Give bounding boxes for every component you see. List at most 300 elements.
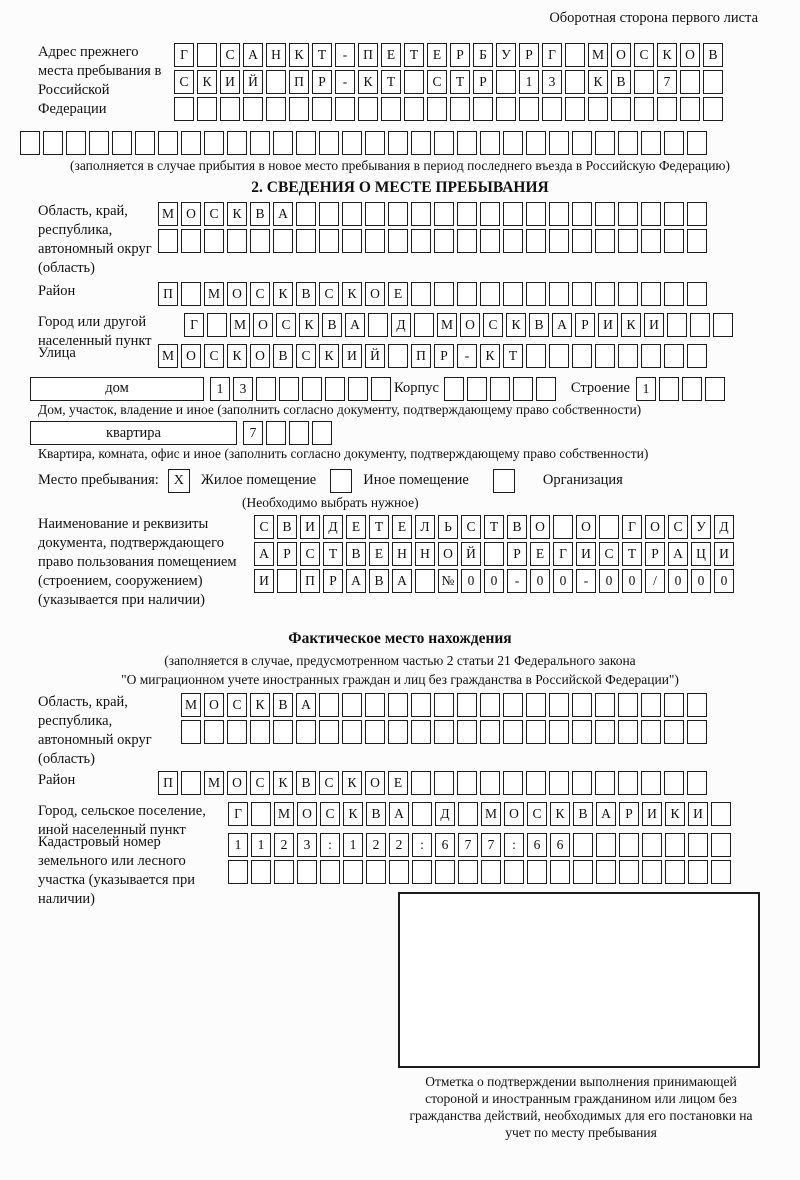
char-cell [434,131,454,155]
char-cell [618,693,638,717]
char-cell: Т [381,70,401,94]
char-cell [296,720,316,744]
char-cell: Г [622,515,642,539]
char-cell: Т [369,515,389,539]
korpus-cells [444,377,559,401]
char-cell: С [483,313,503,337]
char-cell: Т [323,542,343,566]
char-cell: Т [484,515,504,539]
char-cell [366,860,386,884]
char-cell [641,202,661,226]
char-cell: В [296,282,316,306]
char-cell: О [365,282,385,306]
char-cell [664,131,684,155]
char-cell: М [204,771,224,795]
char-cell: С [227,693,247,717]
char-cell: В [611,70,631,94]
char-cell: 6 [435,833,455,857]
char-cell: В [369,569,389,593]
char-cell [599,515,619,539]
char-cell: Р [473,70,493,94]
char-cell: Т [312,43,332,67]
char-cell [480,720,500,744]
char-cell [641,344,661,368]
char-cell: К [343,802,363,826]
char-cell: Р [575,313,595,337]
char-cell: К [299,313,319,337]
char-cell: Б [473,43,493,67]
char-cell [572,229,592,253]
char-cell [664,344,684,368]
prev-address-row-1 [174,43,726,67]
char-cell [688,860,708,884]
char-cell: 7 [458,833,478,857]
char-cell: И [342,344,362,368]
char-cell [297,860,317,884]
char-cell: - [507,569,527,593]
char-cell [618,282,638,306]
char-cell: А [346,569,366,593]
char-cell [619,860,639,884]
char-cell: К [358,70,378,94]
char-cell [634,97,654,121]
char-cell [611,97,631,121]
char-cell: : [320,833,340,857]
char-cell: Р [619,802,639,826]
char-cell [703,97,723,121]
char-cell: 1 [210,377,230,401]
char-cell [664,202,684,226]
char-cell [411,229,431,253]
char-cell [572,202,592,226]
char-cell: - [335,43,355,67]
char-cell [365,131,385,155]
stamp-box [398,892,760,1068]
char-cell [135,131,155,155]
char-cell: М [181,693,201,717]
char-cell [680,70,700,94]
char-cell [596,860,616,884]
char-cell: С [319,282,339,306]
char-cell: О [438,542,458,566]
char-cell [458,802,478,826]
char-cell [641,229,661,253]
char-cell: П [158,771,178,795]
char-cell [513,377,533,401]
char-cell [335,97,355,121]
district-actual-label: Район [38,772,76,788]
char-cell [490,377,510,401]
char-cell [634,70,654,94]
char-cell: О [680,43,700,67]
char-cell: 0 [599,569,619,593]
char-cell [427,97,447,121]
char-cell: С [599,542,619,566]
char-cell: Р [519,43,539,67]
char-cell: О [297,802,317,826]
char-cell: О [611,43,631,67]
char-cell [565,43,585,67]
char-cell [266,70,286,94]
stay-type-row [20,468,780,493]
char-cell [266,421,286,445]
field-region [20,202,780,276]
char-cell: 7 [657,70,677,94]
char-cell [435,860,455,884]
char-cell [526,229,546,253]
char-cell [526,771,546,795]
char-cell [415,569,435,593]
char-cell [411,771,431,795]
char-cell [549,229,569,253]
char-cell: К [588,70,608,94]
char-cell [414,313,434,337]
char-cell: О [576,515,596,539]
char-cell [536,377,556,401]
char-cell [228,860,248,884]
char-cell [595,229,615,253]
field-city-actual [20,802,780,838]
char-cell [690,313,710,337]
char-cell [703,70,723,94]
char-cell [687,720,707,744]
char-cell: С [250,771,270,795]
char-cell: К [342,771,362,795]
char-cell: К [480,344,500,368]
char-cell [43,131,63,155]
char-cell: Е [427,43,447,67]
char-cell [365,229,385,253]
char-cell [618,720,638,744]
char-cell: Й [243,70,263,94]
char-cell [549,771,569,795]
char-cell: О [181,202,201,226]
char-cell: Т [503,344,523,368]
char-cell: О [365,771,385,795]
char-cell [434,720,454,744]
char-cell [181,720,201,744]
char-cell: 0 [714,569,734,593]
char-cell [181,131,201,155]
char-cell: М [274,802,294,826]
char-cell [682,377,702,401]
char-cell [434,202,454,226]
house-row [20,376,780,401]
char-cell [227,229,247,253]
char-cell: Д [435,802,455,826]
char-cell: О [253,313,273,337]
char-cell: С [300,542,320,566]
char-cell [251,860,271,884]
checkbox-organization [493,469,515,493]
char-cell: И [254,569,274,593]
char-cell: И [598,313,618,337]
char-cell [312,97,332,121]
char-cell [296,131,316,155]
char-cell [342,693,362,717]
char-cell [595,131,615,155]
house-note: Дом, участок, владение и иное (заполнить согласно документу, подтверждающему право собственности) [38,402,642,417]
char-cell [641,693,661,717]
char-cell: К [506,313,526,337]
char-cell [434,771,454,795]
char-cell [664,771,684,795]
char-cell: Г [174,43,194,67]
char-cell: М [481,802,501,826]
char-cell [565,97,585,121]
char-cell: К [197,70,217,94]
char-cell: О [250,344,270,368]
char-cell [434,229,454,253]
field-region-actual [20,693,780,767]
char-cell [667,313,687,337]
char-cell: А [254,542,274,566]
char-cell: 2 [366,833,386,857]
char-cell [642,860,662,884]
char-cell: А [392,569,412,593]
char-cell [549,693,569,717]
char-cell: К [227,344,247,368]
korpus-label: Корпус [394,380,439,396]
char-cell: О [204,693,224,717]
char-cell: Й [461,542,481,566]
char-cell [348,377,368,401]
char-cell [473,97,493,121]
char-cell [595,693,615,717]
char-cell [457,282,477,306]
char-cell [641,131,661,155]
char-cell: К [342,282,362,306]
char-cell [595,202,615,226]
city-actual-label: Город, сельское поселение, иной населенный пункт [38,803,206,838]
char-cell: С [427,70,447,94]
char-cell: - [335,70,355,94]
char-cell [457,720,477,744]
char-cell: В [703,43,723,67]
apartment-cells [243,421,335,445]
char-cell: К [621,313,641,337]
char-cell: О [181,344,201,368]
char-cell: 1 [251,833,271,857]
char-cell: О [504,802,524,826]
char-cell [319,131,339,155]
char-cell [277,569,297,593]
char-cell: Н [266,43,286,67]
char-cell [227,720,247,744]
char-cell [572,131,592,155]
cadastral-label: Кадастровый номер земельного или лесного участка (указывается при наличии) [38,834,195,907]
char-cell [664,282,684,306]
char-cell [174,97,194,121]
char-cell [484,542,504,566]
char-cell [711,802,731,826]
char-cell: : [504,833,524,857]
section2-title: 2. СВЕДЕНИЯ О МЕСТЕ ПРЕБЫВАНИЯ [251,179,549,196]
char-cell: Р [277,542,297,566]
char-cell: 3 [297,833,317,857]
char-cell [619,833,639,857]
char-cell: К [227,202,247,226]
char-cell: О [645,515,665,539]
house-cells [210,377,394,401]
stamp-area [398,892,764,1141]
char-cell: С [276,313,296,337]
char-cell: В [296,771,316,795]
char-cell: М [204,282,224,306]
char-cell [467,377,487,401]
char-cell: В [277,515,297,539]
char-cell: Г [184,313,204,337]
char-cell: 3 [233,377,253,401]
char-cell: С [220,43,240,67]
char-cell [458,860,478,884]
char-cell: С [527,802,547,826]
char-cell [279,377,299,401]
city-row [184,313,736,337]
char-cell: 0 [691,569,711,593]
char-cell [687,282,707,306]
char-cell [526,693,546,717]
char-cell [411,720,431,744]
char-cell [519,97,539,121]
char-cell [388,202,408,226]
char-cell [411,693,431,717]
char-cell: - [576,569,596,593]
char-cell [595,720,615,744]
char-cell [388,344,408,368]
char-cell: Е [369,542,389,566]
char-cell [389,860,409,884]
document-row-3 [254,569,737,593]
char-cell [365,720,385,744]
char-cell: А [389,802,409,826]
char-cell [618,229,638,253]
char-cell: А [596,802,616,826]
char-cell [381,97,401,121]
char-cell [388,229,408,253]
char-cell: Е [346,515,366,539]
char-cell [642,833,662,857]
char-cell: М [158,344,178,368]
char-cell [457,229,477,253]
house-box-label: дом [30,377,204,401]
char-cell: А [273,202,293,226]
street-row [158,344,710,368]
char-cell [250,720,270,744]
char-cell: 1 [228,833,248,857]
char-cell [641,282,661,306]
char-cell: 3 [542,70,562,94]
option-organization-label: Организация [542,472,623,488]
char-cell [273,229,293,253]
char-cell [411,202,431,226]
char-cell [664,229,684,253]
char-cell [687,229,707,253]
char-cell [572,344,592,368]
char-cell [457,693,477,717]
char-cell: Й [365,344,385,368]
region-label: Область, край, республика, автономный округ (область) [38,203,152,276]
char-cell [251,802,271,826]
char-cell: Н [392,542,412,566]
field-prev-address [20,43,780,128]
char-cell: И [642,802,662,826]
char-cell [181,771,201,795]
char-cell: С [254,515,274,539]
char-cell [618,771,638,795]
cadastral-row-2 [228,860,734,884]
document-label: Наименование и реквизиты документа, подтверждающего право пользования помещением (строением, сооружением) (указывается при наличии) [38,516,237,608]
char-cell: Д [323,515,343,539]
char-cell: К [273,771,293,795]
char-cell [197,97,217,121]
char-cell: Е [530,542,550,566]
char-cell: И [644,313,664,337]
char-cell [526,344,546,368]
char-cell: Р [450,43,470,67]
field-district [20,282,780,310]
stroenie-cells [636,377,728,401]
char-cell: А [552,313,572,337]
char-cell [434,693,454,717]
field-city [20,313,780,349]
field-street [20,344,780,372]
char-cell [289,97,309,121]
char-cell: 0 [484,569,504,593]
stay-type-label: Место пребывания: [38,472,159,488]
char-cell: В [250,202,270,226]
char-cell: И [688,802,708,826]
char-cell: Т [404,43,424,67]
char-cell: № [438,569,458,593]
char-cell [302,377,322,401]
char-cell [588,97,608,121]
prev-address-row-3 [174,97,726,121]
char-cell [711,833,731,857]
char-cell: 6 [527,833,547,857]
char-cell: В [322,313,342,337]
option-residential-label: Жилое помещение [200,472,317,488]
char-cell: Т [622,542,642,566]
char-cell: К [665,802,685,826]
section3-title: Фактическое место нахождения [288,630,512,647]
char-cell: О [530,515,550,539]
field-cadastral [20,833,780,907]
char-cell [325,377,345,401]
char-cell [457,131,477,155]
char-cell [342,720,362,744]
char-cell: Р [434,344,454,368]
char-cell: Р [323,569,343,593]
char-cell [503,202,523,226]
char-cell [550,860,570,884]
char-cell [542,97,562,121]
char-cell [596,833,616,857]
char-cell [404,70,424,94]
char-cell: К [273,282,293,306]
char-cell [388,131,408,155]
char-cell: В [273,344,293,368]
char-cell [342,229,362,253]
char-cell: В [507,515,527,539]
char-cell [618,202,638,226]
char-cell [365,693,385,717]
char-cell [549,720,569,744]
char-cell: П [300,569,320,593]
char-cell [480,771,500,795]
char-cell [526,131,546,155]
char-cell [496,97,516,121]
